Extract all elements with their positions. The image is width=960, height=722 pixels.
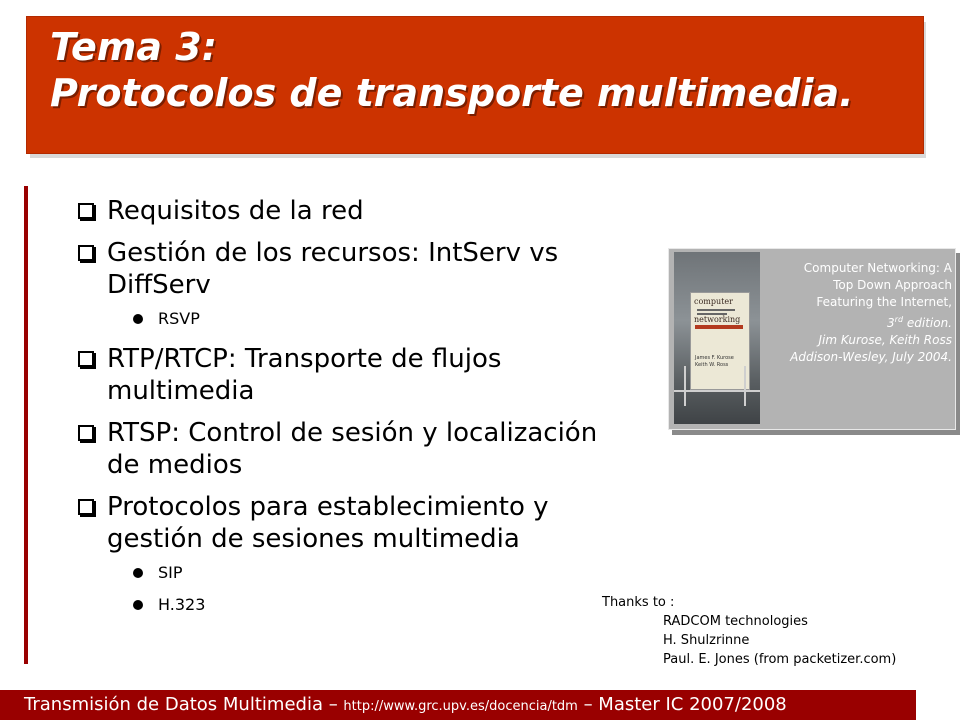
dot-bullet-icon [133, 314, 143, 324]
bullet-text: RTP/RTCP: Transporte de flujos [107, 344, 502, 374]
caption-line: Addison-Wesley, July 2004. [790, 350, 952, 364]
sub-bullet-text: SIP [158, 563, 183, 582]
caption-line: Top Down Approach [833, 278, 952, 292]
book-cover-image [674, 252, 760, 424]
bullet-text: Requisitos de la red [107, 196, 364, 226]
sub-bullet-text: H.323 [158, 595, 206, 614]
checkbox-bullet-icon [78, 203, 94, 219]
bullet-item [78, 343, 658, 407]
cover-title [694, 315, 740, 324]
caption-edition-suffix: rd [894, 315, 904, 324]
cover-title-line-2: networking [694, 315, 741, 324]
acknowledgement-item: RADCOM technologies [663, 614, 808, 629]
footer-bar [0, 690, 916, 720]
bullet-item [78, 237, 658, 301]
bullet-text-cont: multimedia [107, 376, 255, 406]
bullet-text: Protocolos para establecimiento y [107, 492, 549, 522]
cover-authors [695, 355, 734, 369]
left-accent-rule [24, 186, 28, 664]
cover-author-1: James F. Kurose [695, 355, 734, 361]
cover-subtitle-line [697, 309, 735, 311]
acknowledgements [602, 593, 896, 669]
acknowledgements-heading: Thanks to : [602, 595, 675, 610]
dot-bullet-icon [133, 568, 143, 578]
caption-line: Computer Networking: A [803, 261, 952, 275]
bullet-text-cont: DiffServ [107, 270, 211, 300]
cover-title-line-1: computer [694, 297, 733, 306]
bullet-item [78, 491, 658, 555]
checkbox-bullet-icon [78, 425, 94, 441]
book-caption [752, 260, 952, 366]
footer-program: – Master IC 2007/2008 [577, 694, 787, 715]
bullet-text: RTSP: Control de sesión y localización [107, 418, 598, 448]
bullet-item [78, 195, 658, 227]
sub-bullet-item [78, 563, 658, 583]
acknowledgement-item: H. Shulzrinne [663, 633, 750, 648]
cover-title [694, 297, 733, 306]
bullet-text: Gestión de los recursos: IntServ vs [107, 238, 559, 268]
bullet-text-cont: gestión de sesiones multimedia [107, 524, 520, 554]
caption-line: Featuring the Internet, [816, 295, 952, 309]
cover-bridge [674, 390, 760, 406]
title-line-2: Protocolos de transporte multimedia. [50, 71, 854, 115]
dot-bullet-icon [133, 600, 143, 610]
bullet-text-cont: de medios [107, 450, 243, 480]
sub-bullet-item [78, 595, 658, 615]
acknowledgement-item: Paul. E. Jones (from packetizer.com) [663, 652, 897, 667]
title-line-1: Tema 3: [50, 25, 217, 69]
checkbox-bullet-icon [78, 351, 94, 367]
cover-accent-line [695, 325, 743, 329]
bullet-item [78, 417, 658, 481]
bullet-list [78, 195, 658, 629]
checkbox-bullet-icon [78, 245, 94, 261]
footer-course: Transmisión de Datos Multimedia – [24, 694, 344, 715]
caption-line: Jim Kurose, Keith Ross [818, 333, 952, 347]
cover-author-2: Keith W. Ross [695, 362, 729, 368]
checkbox-bullet-icon [78, 499, 94, 515]
slide-title [50, 24, 910, 116]
book-cover-label [690, 292, 750, 390]
footer-url[interactable]: http://www.grc.upv.es/docencia/tdm [343, 699, 578, 714]
caption-edition-text: edition. [903, 316, 952, 330]
caption-line [752, 311, 952, 332]
sub-bullet-text: RSVP [158, 309, 200, 328]
sub-bullet-item [78, 309, 658, 329]
caption-edition-number: 3 [887, 316, 895, 330]
